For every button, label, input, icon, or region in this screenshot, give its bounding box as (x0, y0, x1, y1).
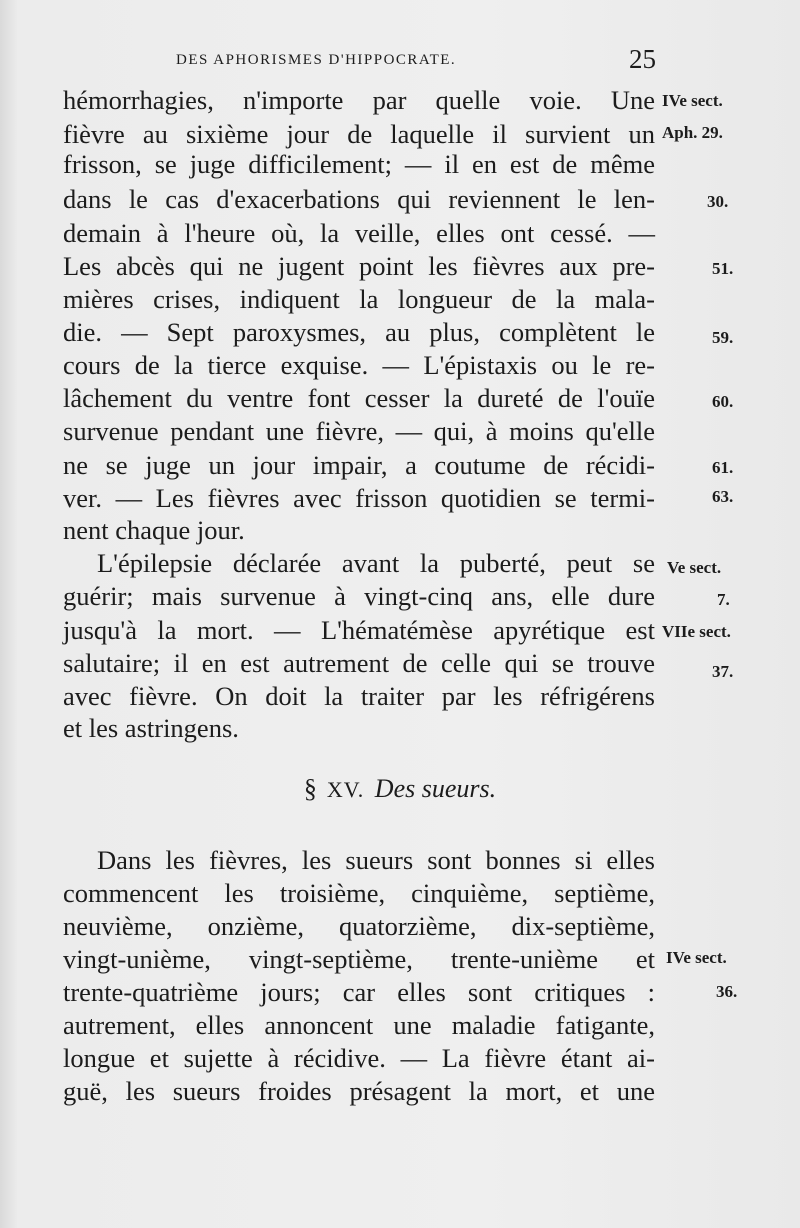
text-line: neuvième, onzième, quatorzième, dix-septième, (63, 911, 655, 941)
margin-note: 61. (712, 458, 734, 477)
page-header (176, 44, 656, 80)
margin-note: Aph. 29. (662, 123, 723, 142)
text-line: frisson, se juge difficilement; — il en est de même (63, 149, 655, 179)
text-line: avec fièvre. On doit la traiter par les réfrigérens (63, 681, 655, 711)
margin-note: 51. (712, 259, 734, 278)
text-line: Dans les fièvres, les sueurs sont bonnes si elles (97, 845, 655, 875)
text-line: guë, les sueurs froides présagent la mort, et une (63, 1076, 655, 1106)
text-line: mières crises, indiquent la longueur de la mala- (63, 284, 655, 314)
text-line: trente-quatrième jours; car elles sont critiques : (63, 977, 655, 1007)
margin-note: 36. (716, 982, 738, 1001)
margin-note: VIIe sect. (662, 622, 731, 641)
margin-note: 7. (717, 590, 730, 609)
running-head: DES APHORISMES D'HIPPOCRATE. (176, 52, 457, 68)
text-line: demain à l'heure où, la veille, elles ont cessé. — (63, 218, 655, 248)
text-line: vingt-unième, vingt-septième, trente-unième et (63, 944, 655, 974)
text-line: lâchement du ventre font cesser la dureté de l'ouïe (63, 383, 655, 413)
text-line: guérir; mais survenue à vingt-cinq ans, elle dure (63, 581, 655, 611)
margin-note: 60. (712, 392, 734, 411)
text-line: salutaire; il en est autrement de celle qui se trouve (63, 648, 655, 678)
text-line: commencent les troisième, cinquième, septième, (63, 878, 655, 908)
margin-note: IVe sect. (666, 948, 727, 967)
text-line: die. — Sept paroxysmes, au plus, complètent le (63, 317, 655, 347)
text-line: L'épilepsie déclarée avant la puberté, peut se (97, 548, 655, 578)
margin-note: 37. (712, 662, 734, 681)
page-number: 25 (629, 44, 656, 74)
text-line: hémorrhagies, n'importe par quelle voie. Une (63, 85, 655, 115)
text-line: ver. — Les fièvres avec frisson quotidien se termi- (63, 483, 655, 513)
section-sign: § (303, 774, 317, 803)
text-line: survenue pendant une fièvre, — qui, à moins qu'elle (63, 416, 655, 446)
section-title: Des sueurs. (374, 774, 497, 803)
margin-note: 59. (712, 328, 734, 347)
margin-note: Ve sect. (667, 558, 722, 577)
text-line: fièvre au sixième jour de laquelle il survient un (63, 119, 655, 149)
text-line: longue et sujette à récidive. — La fièvre étant ai- (63, 1043, 655, 1073)
margin-note: IVe sect. (662, 91, 723, 110)
text-line: cours de la tierce exquise. — L'épistaxis ou le re- (63, 350, 655, 380)
text-line: Les abcès qui ne jugent point les fièvres aux pre- (63, 251, 655, 281)
margin-note: 63. (712, 487, 734, 506)
section-number: XV. (326, 777, 365, 802)
text-line: autrement, elles annoncent une maladie fatigante, (63, 1010, 655, 1040)
section-heading (0, 774, 800, 804)
text-line: jusqu'à la mort. — L'hématémèse apyrétique est (63, 615, 655, 645)
text-line: et les astringens. (63, 713, 239, 743)
margin-note: 30. (707, 192, 729, 211)
text-line: dans le cas d'exacerbations qui reviennent le len- (63, 184, 655, 214)
text-line: nent chaque jour. (63, 515, 245, 545)
text-line: ne se juge un jour impair, a coutume de récidi- (63, 450, 655, 480)
